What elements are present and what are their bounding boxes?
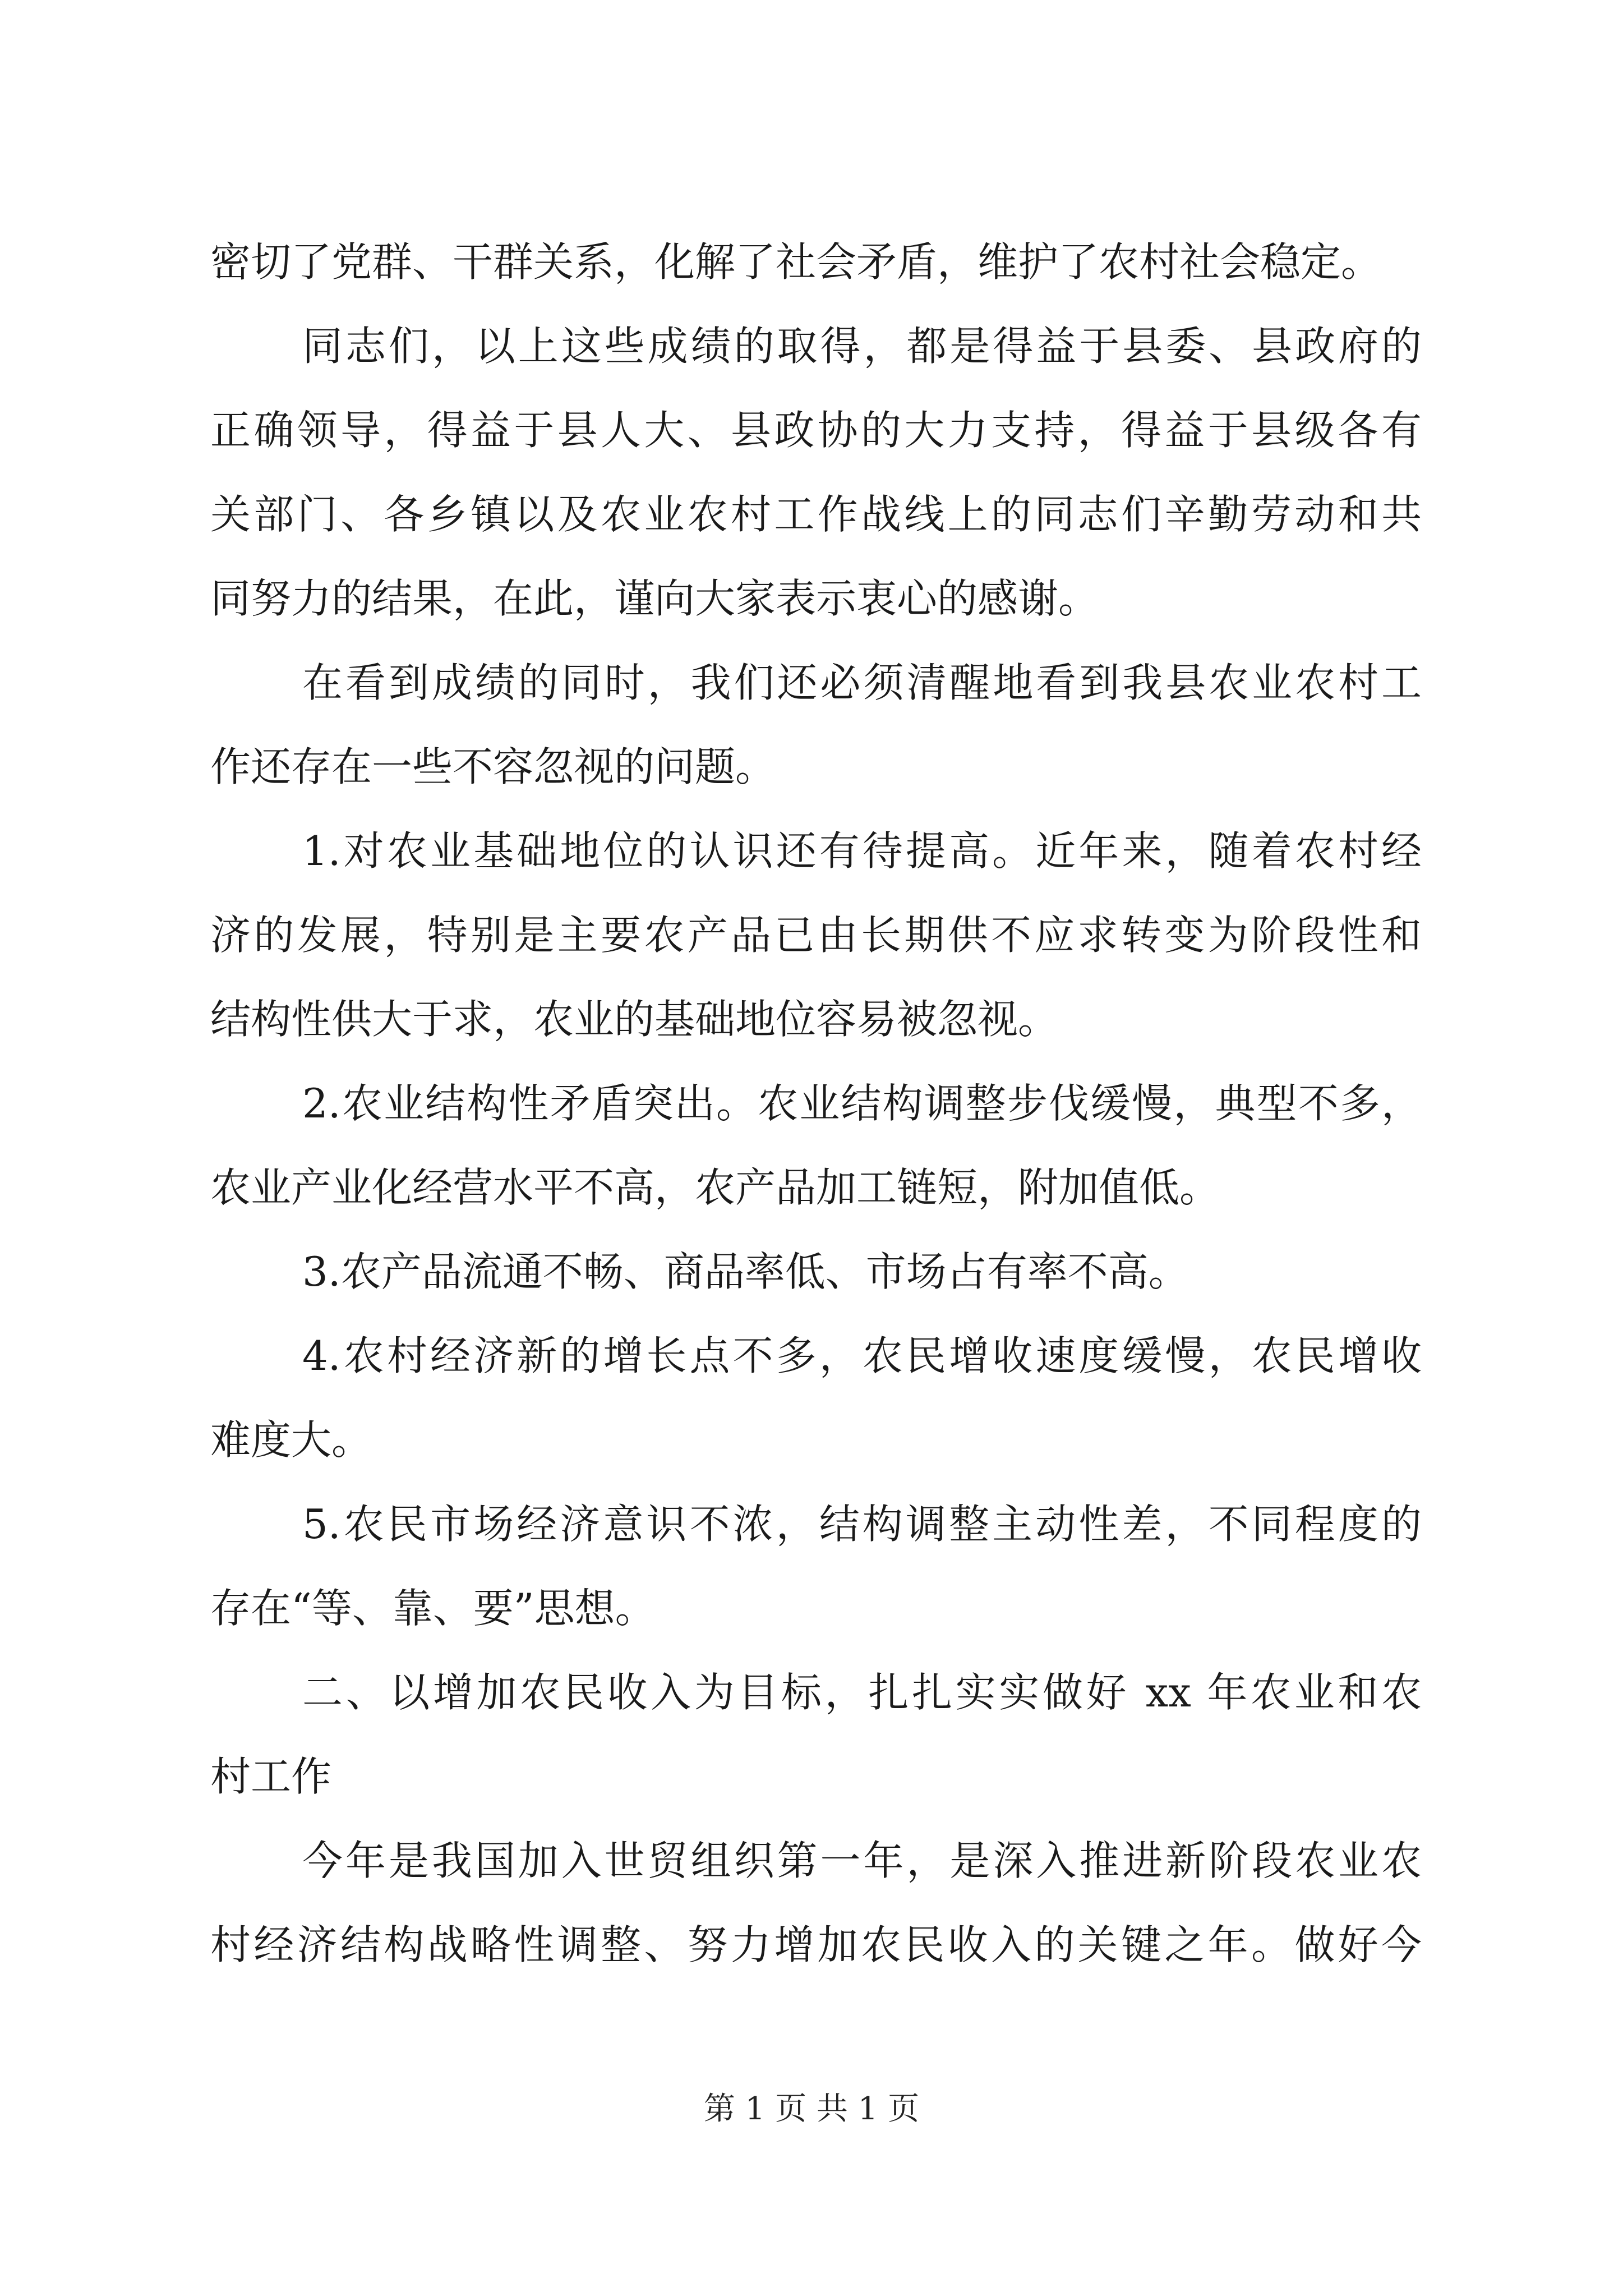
text-line: 5.农民市场经济意识不浓，结构调整主动性差，不同程度的 xyxy=(302,1501,1422,1548)
text-line: 1.对农业基础地位的认识还有待提高。近年来，随着农村经 xyxy=(302,827,1422,875)
text-line: 同志们，以上这些成绩的取得，都是得益于县委、县政府的 xyxy=(302,323,1422,370)
text-line: 在看到成绩的同时，我们还必须清醒地看到我县农业农村工 xyxy=(302,659,1422,706)
text-line: 二、以增加农民收入为目标，扎扎实实做好 xx 年农业和农 xyxy=(302,1669,1422,1716)
document-body xyxy=(210,220,1422,1987)
text-line: 济的发展，特别是主要农产品已由长期供不应求转变为阶段性和 xyxy=(210,912,1422,959)
text-line: 作还存在一些不容忽视的问题。 xyxy=(210,743,776,790)
text-line: 4.农村经济新的增长点不多，农民增收速度缓慢，农民增收 xyxy=(302,1332,1422,1379)
text-line: 关部门、各乡镇以及农业农村工作战线上的同志们辛勤劳动和共 xyxy=(210,491,1422,538)
text-line: 结构性供大于求，农业的基础地位容易被忽视。 xyxy=(210,996,1059,1043)
text-line: 2.农业结构性矛盾突出。农业结构调整步伐缓慢，典型不多， xyxy=(302,1080,1422,1127)
text-line: 今年是我国加入世贸组织第一年，是深入推进新阶段农业农 xyxy=(302,1837,1422,1884)
text-line: 密切了党群、干群关系，化解了社会矛盾，维护了农村社会稳定。 xyxy=(210,238,1382,286)
page-footer: 第 1 页 共 1 页 xyxy=(703,2091,920,2127)
text-line: 村经济结构战略性调整、努力增加农民收入的关键之年。做好今 xyxy=(210,1921,1422,1968)
text-line: 存在“等、靠、要”思想。 xyxy=(210,1585,656,1632)
text-line: 难度大。 xyxy=(210,1416,372,1464)
text-line: 正确领导，得益于县人大、县政协的大力支持，得益于县级各有 xyxy=(210,407,1422,454)
text-line: 同努力的结果，在此，谨向大家表示衷心的感谢。 xyxy=(210,575,1099,622)
text-line: 村工作 xyxy=(210,1753,332,1800)
text-line: 3.农产品流通不畅、商品率低、市场占有率不高。 xyxy=(302,1248,1189,1295)
text-line: 农业产业化经营水平不高，农产品加工链短，附加值低。 xyxy=(210,1164,1220,1211)
